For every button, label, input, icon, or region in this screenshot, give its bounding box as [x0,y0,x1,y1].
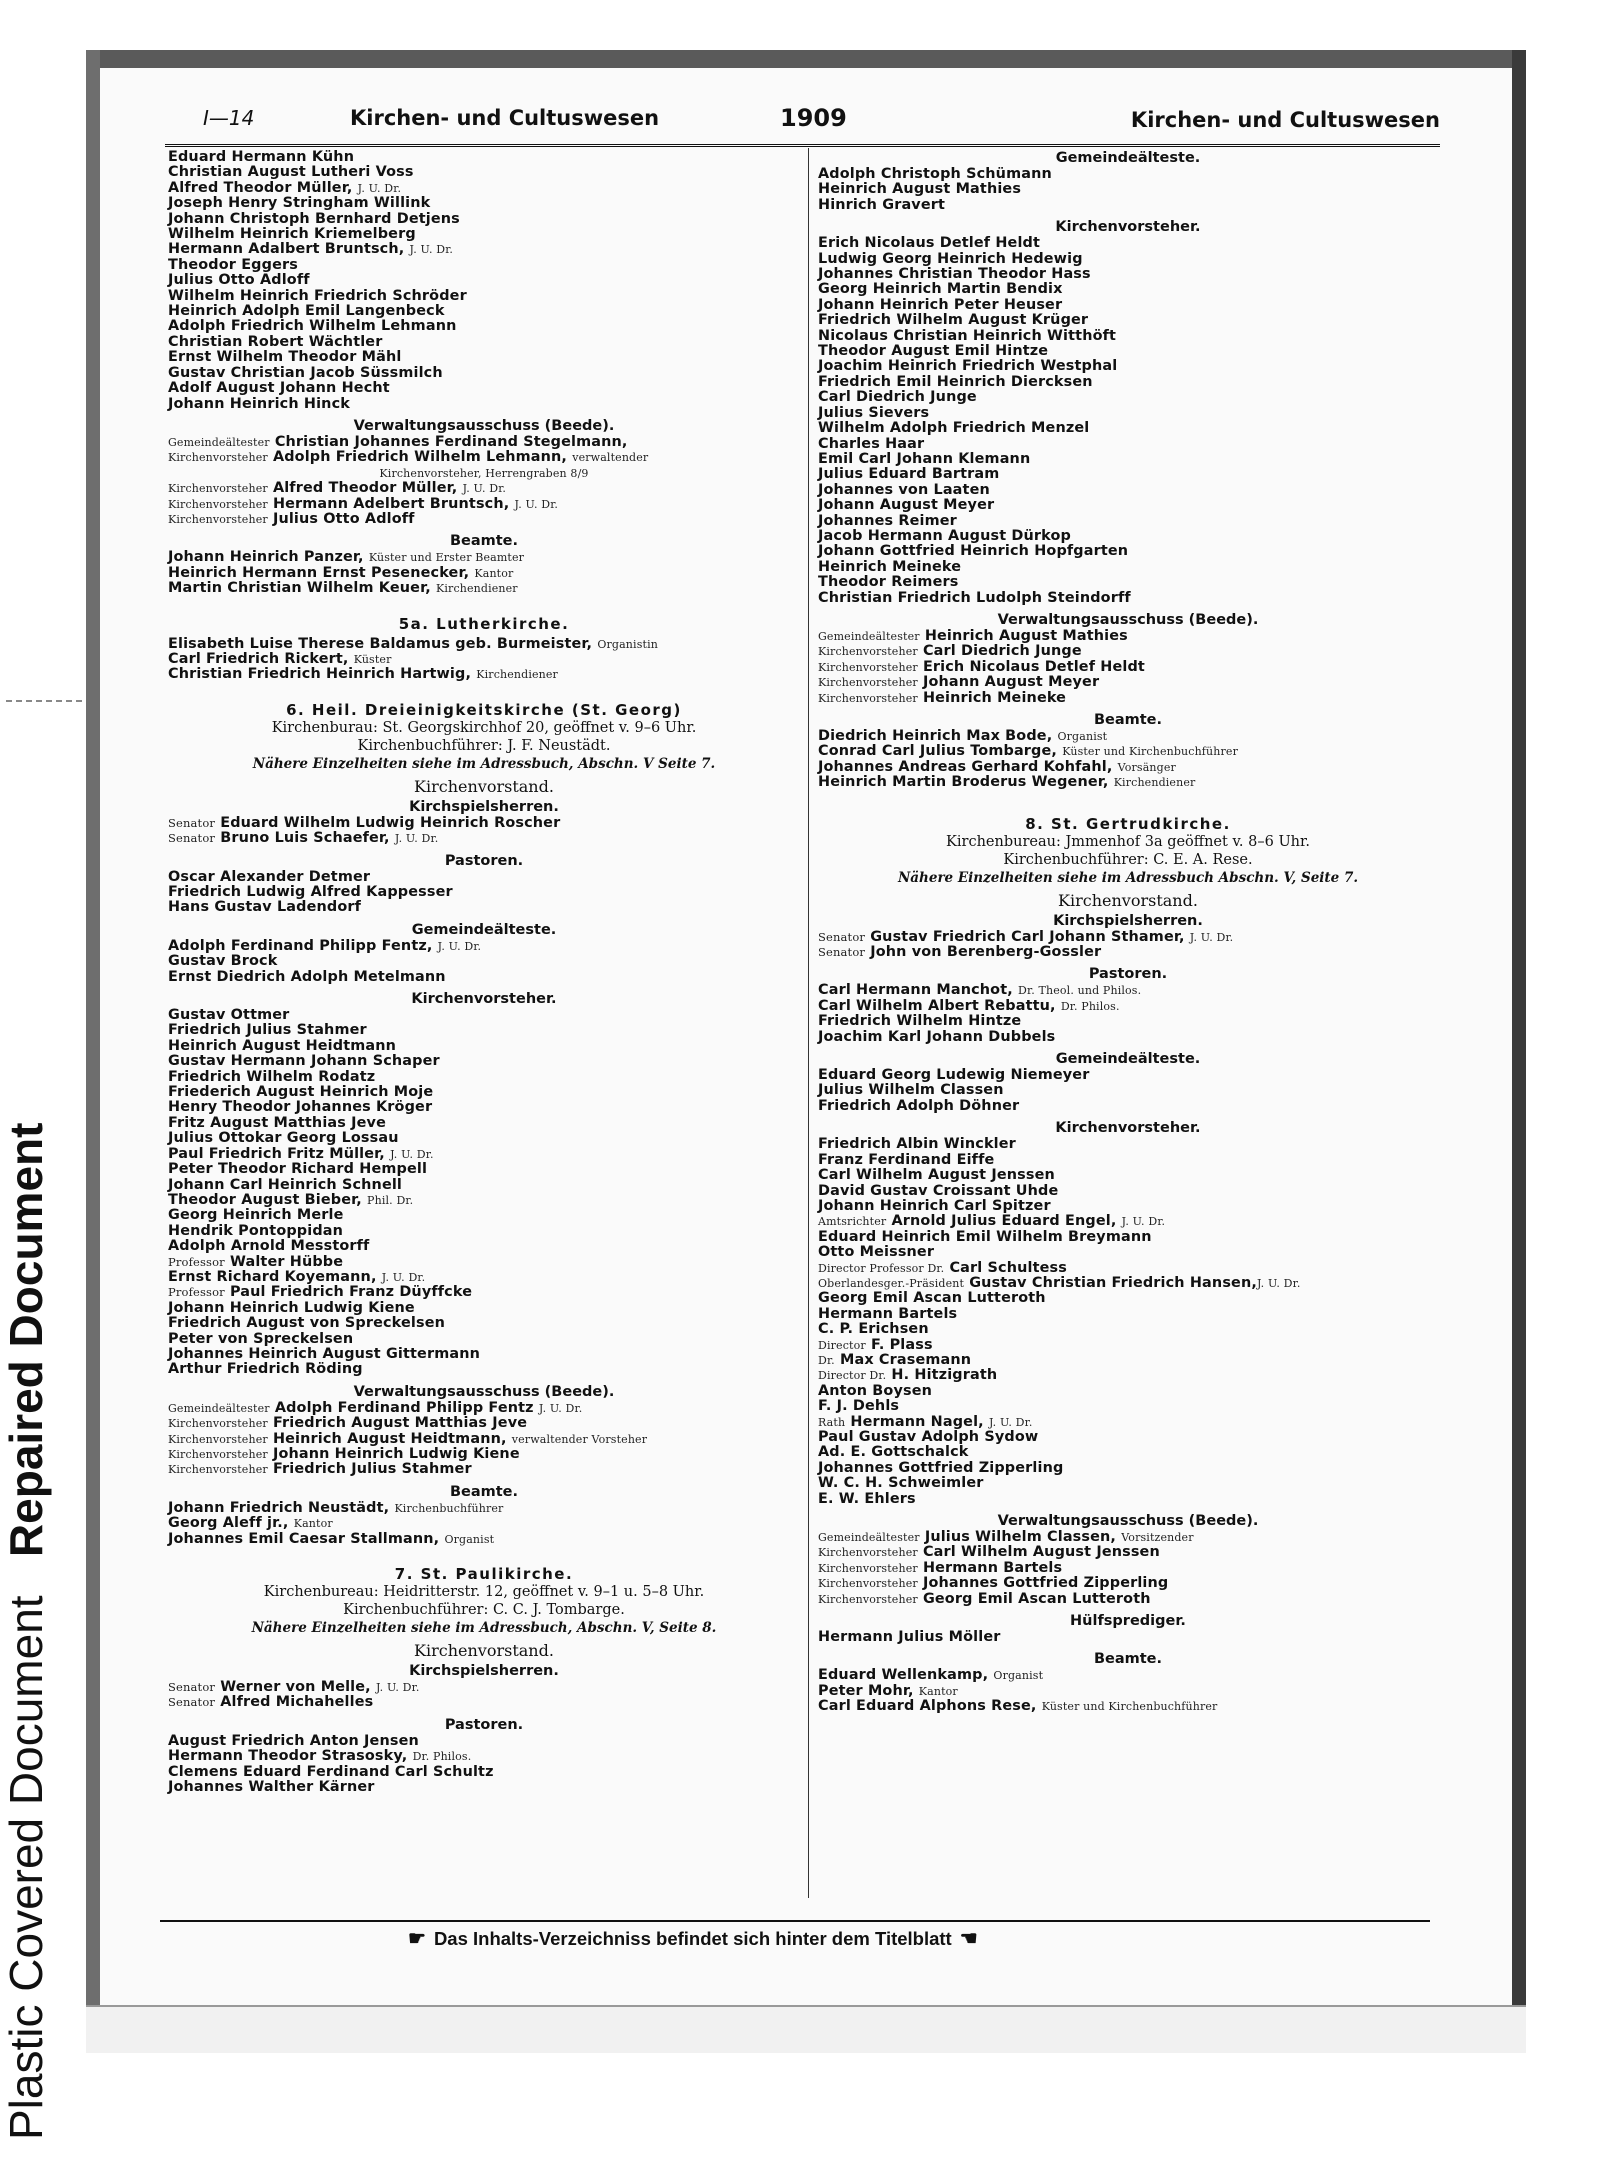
list-item: Wilhelm Heinrich Kriemelberg [168,226,416,243]
pointing-hand-left-icon: ☚ [959,1928,978,1950]
list-item: Christian Friedrich Ludolph Steindorff [818,589,1131,606]
list-item: Gemeindeältester Christian Johannes Ferdinand Stegelmann, [168,433,628,450]
binding-gutter [86,50,100,2005]
board-heading: Kirchenvorstand. [414,776,554,796]
list-item: Kirchenvorsteher Carl Diedrich Junge [818,643,1082,660]
list-item: Senator Bruno Luis Schaefer, J. U. Dr. [168,830,439,847]
list-item: Theodor Eggers [168,256,298,273]
list-item: Fritz August Matthias Jeve [168,1114,386,1131]
list-item: Hermann Bartels [818,1305,958,1322]
page-right-edge [1512,50,1526,2005]
list-item: Alfred Theodor Müller, J. U. Dr. [168,179,402,196]
section-heading: Hülfsprediger. [1070,1613,1186,1630]
list-item: Director Professor Dr. Carl Schultess [818,1259,1067,1276]
list-item: Johann Friedrich Neustädt, Kirchenbuchführer [168,1499,504,1516]
list-item: Kirchenvorsteher Hermann Bartels [818,1559,1063,1576]
list-item: Kirchenvorsteher Johannes Gottfried Zipperling [818,1575,1169,1592]
list-item: Martin Christian Wilhelm Keuer, Kirchendiener [168,580,518,597]
list-item: Elisabeth Luise Therese Baldamus geb. Burmeister, Organistin [168,635,658,652]
list-item: Julius Ottokar Georg Lossau [168,1130,399,1147]
list-item: Eduard Hermann Kühn [168,149,355,165]
list-item: Paul Gustav Adolph Sydow [818,1429,1039,1445]
list-item: Jacob Hermann August Dürkop [818,527,1071,544]
list-item: Theodor August Bieber, Phil. Dr. [168,1191,414,1208]
church-heading: 8. St. Gertrudkirche. [1025,814,1231,833]
list-item: Kirchenvorsteher Heinrich Meineke [818,689,1067,706]
list-item: Hermann Julius Möller [818,1629,1001,1646]
list-item: Kirchenvorsteher, Herrengraben 8/9 [379,466,589,480]
list-item: Kirchenvorsteher Erich Nicolaus Detlef Heldt [818,658,1145,675]
list-item: Kirchenvorsteher Hermann Adelbert Bruntsch, J. U. Dr. [168,495,559,512]
list-item: Julius Sievers [818,404,930,421]
list-item: Senator John von Berenberg-Gossler [818,944,1102,961]
list-item: Charles Haar [818,435,925,452]
column-rule [808,148,809,1898]
list-item: Carl Wilhelm Albert Rebattu, Dr. Philos. [818,997,1120,1014]
office-info: Kirchenbureau: Heidritterstr. 12, geöffnet v. 9–1 u. 5–8 Uhr. [263,1584,705,1601]
list-item: Professor Paul Friedrich Franz Düyffcke [168,1284,473,1301]
list-item: Georg Aleff jr., Kantor [168,1515,333,1532]
list-item: Christian Friedrich Heinrich Hartwig, Kirchendiener [168,666,558,683]
list-item: Ludwig Georg Heinrich Hedewig [818,250,1083,267]
list-item: Senator Alfred Michahelles [168,1694,374,1711]
section-heading: Gemeindeälteste. [411,921,557,938]
list-item: Heinrich Hermann Ernst Pesenecker, Kantor [168,564,514,581]
list-item: Johannes Reimer [818,512,957,529]
section-heading: Kirchspielsherren. [409,798,559,815]
reference-note: Nähere Einzelheiten siehe im Adressbuch Abschn. V, Seite 7. [897,869,1359,886]
list-item: Johannes Heinrich August Gittermann [168,1345,481,1362]
list-item: Friedrich Albin Winckler [818,1136,1016,1153]
reference-note: Nähere Einzelheiten siehe im Adressbuch, Abschn. V Seite 7. [252,755,716,772]
section-heading: Pastoren. [444,1716,524,1733]
list-item: C. P. Erichsen [818,1321,929,1338]
list-item: Conrad Carl Julius Tombarge, Küster und Kirchenbuchführer [818,743,1238,760]
list-item: Hendrik Pontoppidan [168,1222,344,1239]
list-item: Christian August Lutheri Voss [168,164,414,181]
header-rule [165,144,1440,147]
section-heading: Kirchspielsherren. [409,1663,559,1680]
list-item: Johannes Andreas Gerhard Kohfahl, Vorsänger [818,758,1176,775]
list-item: Friedrich Julius Stahmer [168,1022,367,1039]
board-heading: Kirchenvorstand. [414,1641,554,1661]
list-item: Friedrich Adolph Döhner [818,1097,1020,1114]
list-item: Rath Hermann Nagel, J. U. Dr. [818,1413,1033,1430]
list-item: Georg Heinrich Martin Bendix [818,281,1063,298]
list-item: E. W. Ehlers [818,1490,916,1507]
section-heading: Kirchenvorsteher. [1055,1120,1201,1137]
list-item: Heinrich August Heidtmann [168,1037,397,1054]
list-item: Julius Eduard Bartram [818,466,1000,483]
list-item: Professor Walter Hübbe [168,1253,344,1270]
list-item: Hermann Adalbert Bruntsch, J. U. Dr. [168,241,454,258]
section-heading: Verwaltungsausschuss (Beede). [997,611,1259,628]
pointing-hand-right-icon: ☛ [408,1928,426,1950]
list-item: Johann Heinrich Panzer, Küster und Erster Beamter [168,549,525,566]
list-item: Diedrich Heinrich Max Bode, Organist [818,728,1108,744]
list-item: Heinrich Meineke [818,558,962,575]
list-item: David Gustav Croissant Uhde [818,1182,1059,1199]
list-item: Wilhelm Heinrich Friedrich Schröder [168,287,467,304]
list-item: Kirchenvorsteher Friedrich August Matthias Jeve [168,1415,528,1432]
list-item: Adolph Arnold Messtorff [168,1238,370,1255]
list-item: F. J. Dehls [818,1398,900,1415]
list-item: Kirchenvorsteher Friedrich Julius Stahmer [168,1461,472,1478]
list-item: Joachim Heinrich Friedrich Westphal [818,358,1118,375]
list-item: Johannes Emil Caesar Stallmann, Organist [168,1530,495,1547]
list-item: Friedrich Emil Heinrich Diercksen [818,373,1093,390]
list-item: Arthur Friedrich Röding [168,1361,363,1378]
list-item: Heinrich August Mathies [818,181,1022,198]
section-heading: Pastoren. [444,852,524,869]
list-item: Carl Hermann Manchot, Dr. Theol. und Philos. [818,982,1142,999]
section-heading: Kirchenvorsteher. [411,991,557,1008]
list-item: Anton Boysen [818,1382,933,1399]
list-item: Eduard Georg Ludewig Niemeyer [818,1067,1090,1084]
list-item: Eduard Wellenkamp, Organist [818,1667,1044,1684]
list-item: Carl Diedrich Junge [818,389,977,406]
list-item: Nicolaus Christian Heinrich Witthöft [818,327,1117,344]
list-item: Hinrich Gravert [818,196,946,213]
list-item: Senator Werner von Melle, J. U. Dr. [168,1679,420,1696]
list-item: Clemens Eduard Ferdinand Carl Schultz [168,1763,494,1780]
list-item: Wilhelm Adolph Friedrich Menzel [818,420,1090,437]
list-item: Johann August Meyer [818,497,995,514]
list-item: Johannes von Laaten [818,481,990,498]
list-item: Heinrich Adolph Emil Langenbeck [168,303,445,320]
list-item: Emil Carl Johann Klemann [818,450,1031,467]
section-heading: Beamte. [1093,712,1163,728]
list-item: Kirchenvorsteher Heinrich August Heidtmann, verwaltender Vorsteher [168,1430,648,1447]
list-item: Johann Carl Heinrich Schnell [168,1176,403,1193]
list-item: Ernst Richard Koyemann, J. U. Dr. [168,1268,426,1285]
list-item: Friedrich August von Spreckelsen [168,1315,446,1332]
list-item: Director Dr. H. Hitzigrath [818,1367,998,1384]
footer-text: Das Inhalts-Verzeichniss befindet sich hinter dem Titelblatt [433,1928,952,1949]
office-info: Kirchenburau: St. Georgskirchhof 20, geöffnet v. 9–6 Uhr. [271,719,697,736]
section-heading: Verwaltungsausschuss (Beede). [353,1383,615,1400]
list-item: Oscar Alexander Detmer [168,868,371,885]
section-heading: Beamte. [1093,1651,1163,1668]
section-heading: Kirchenvorsteher. [1055,219,1201,236]
list-item: Adolph Ferdinand Philipp Fentz, J. U. Dr. [168,937,482,954]
running-title-left: Kirchen- und Cultuswesen [350,106,660,130]
list-item: Director F. Plass [818,1336,933,1353]
scan-shadow-top [86,50,1524,68]
list-item: Hans Gustav Ladendorf [168,899,362,916]
section-heading: Pastoren. [1088,966,1168,983]
list-item: Gustav Ottmer [168,1007,290,1024]
list-item: Peter Theodor Richard Hempell [168,1161,428,1178]
list-item: Friedrich Wilhelm Hintze [818,1013,1022,1030]
footer-note [400,1926,1200,1951]
section-heading: Gemeindeälteste. [1055,150,1201,166]
right-column [818,150,1438,1715]
list-item: Carl Friedrich Rickert, Küster [168,650,392,667]
church-heading: 7. St. Paulikirche. [394,1565,574,1584]
list-item: Kirchenvorsteher Julius Otto Adloff [168,510,415,527]
section-heading: Verwaltungsausschuss (Beede). [353,417,615,434]
list-item: Kirchenvorsteher Georg Emil Ascan Lutteroth [818,1590,1151,1607]
list-item: Adolf August Johann Hecht [168,380,390,397]
list-item: Julius Wilhelm Classen [818,1082,1004,1099]
office-info: Kirchenbureau: Jmmenhof 3a geöffnet v. 8–6 Uhr. [946,833,1310,850]
list-item: Johann Heinrich Hinck [168,395,350,412]
list-item: Erich Nicolaus Detlef Heldt [818,235,1041,252]
list-item: Theodor August Emil Hintze [818,343,1049,360]
list-item: Gemeindeältester Adolph Ferdinand Philipp Fentz J. U. Dr. [168,1399,583,1416]
list-item: Friedrich Wilhelm August Krüger [818,312,1089,329]
list-item: Adolph Friedrich Wilhelm Lehmann [168,318,457,335]
left-column [168,150,800,1795]
list-item: Kirchenvorsteher Adolph Friedrich Wilhelm Lehmann, verwaltender [168,449,649,466]
list-item: Julius Otto Adloff [168,272,310,289]
list-item: Senator Gustav Friedrich Carl Johann Sthamer, J. U. Dr. [818,928,1234,945]
list-item: Georg Heinrich Merle [168,1207,344,1224]
list-item: Otto Meissner [818,1244,935,1261]
footer-rule [160,1920,1430,1922]
list-item: August Friedrich Anton Jensen [168,1732,419,1749]
side-label-plastic: Plastic Covered Document [0,1595,52,2140]
list-item: Johannes Christian Theodor Hass [818,266,1091,283]
list-item: Peter Mohr, Kantor [818,1682,958,1699]
list-item: Heinrich Martin Broderus Wegener, Kirchendiener [818,774,1196,791]
list-item: Theodor Reimers [818,574,959,591]
list-item: Ernst Wilhelm Theodor Mähl [168,349,402,366]
list-item: W. C. H. Schweimler [818,1475,984,1492]
list-item: Friedrich Ludwig Alfred Kappesser [168,884,453,900]
record-keeper: Kirchenbuchführer: C. C. J. Tombarge. [343,1602,625,1619]
section-heading: Beamte. [449,533,519,550]
section-heading: Verwaltungsausschuss (Beede). [997,1513,1259,1530]
list-item: Paul Friedrich Fritz Müller, J. U. Dr. [168,1145,434,1162]
side-label-repaired: Repaired Document [0,1122,52,1558]
year: 1909 [780,104,847,132]
list-item: Eduard Heinrich Emil Wilhelm Breymann [818,1228,1152,1245]
list-item: Gemeindeältester Julius Wilhelm Classen, Vorsitzender [818,1529,1194,1546]
scan-bottom-band [86,2005,1526,2053]
list-item: Johann Heinrich Ludwig Kiene [168,1299,415,1316]
list-item: Kirchenvorsteher Johann Heinrich Ludwig Kiene [168,1446,520,1462]
reference-note: Nähere Einzelheiten siehe im Adressbuch, Abschn. V, Seite 8. [251,1620,717,1637]
list-item: Kirchenvorsteher Johann August Meyer [818,674,1100,691]
list-item: Oberlandesger.-Präsident Gustav Christian Friedrich Hansen,J. U. Dr. [818,1274,1301,1291]
record-keeper: Kirchenbuchführer: J. F. Neustädt. [357,737,611,754]
list-item: Ernst Diedrich Adolph Metelmann [168,968,446,985]
list-item: Carl Wilhelm August Jenssen [818,1167,1055,1184]
list-item: Ad. E. Gottschalck [818,1444,969,1461]
list-item: Johannes Gottfried Zipperling [818,1459,1064,1476]
list-item: Joseph Henry Stringham Willink [168,195,431,212]
section-heading: Gemeindeälteste. [1055,1051,1201,1068]
board-heading: Kirchenvorstand. [1058,890,1198,910]
list-item: Joachim Karl Johann Dubbels [818,1028,1056,1045]
list-item: Gustav Christian Jacob Süssmilch [168,364,443,381]
list-item: Kirchenvorsteher Alfred Theodor Müller, J. U. Dr. [168,480,507,497]
list-item: Johann Heinrich Carl Spitzer [818,1197,1051,1214]
list-item: Peter von Spreckelsen [168,1330,354,1347]
list-item: Christian Robert Wächtler [168,333,383,350]
list-item: Johann Gottfried Heinrich Hopfgarten [818,543,1129,560]
page-header [165,100,1440,140]
church-heading: 5a. Lutherkirche. [398,614,570,633]
side-condition-label [0,640,53,2140]
running-title-right: Kirchen- und Cultuswesen [1130,108,1440,132]
list-item: Gemeindeältester Heinrich August Mathies [818,627,1128,644]
top-names-list [168,150,800,412]
list-item: Friedrich Wilhelm Rodatz [168,1068,376,1085]
page-number: I—14 [203,106,255,130]
list-item: Hermann Theodor Strasosky, Dr. Philos. [168,1748,472,1765]
list-item: Kirchenvorsteher Carl Wilhelm August Jenssen [818,1544,1160,1561]
list-item: Dr. Max Crasemann [818,1351,972,1368]
church-heading: 6. Heil. Dreieinigkeitskirche (St. Georg) [286,700,682,719]
list-item: Amtsrichter Arnold Julius Eduard Engel, J. U. Dr. [818,1213,1166,1230]
list-item: Senator Eduard Wilhelm Ludwig Heinrich Roscher [168,814,561,831]
section-heading: Kirchspielsherren. [1053,912,1203,929]
list-item: Friederich August Heinrich Moje [168,1084,434,1101]
list-item: Gustav Hermann Johann Schaper [168,1053,440,1070]
record-keeper: Kirchenbuchführer: C. E. A. Rese. [1003,851,1253,868]
list-item: Franz Ferdinand Eiffe [818,1151,995,1168]
section-heading: Beamte. [449,1483,519,1500]
list-item: Georg Emil Ascan Lutteroth [818,1290,1046,1307]
list-item: Johann Christoph Bernhard Detjens [168,210,460,227]
list-item: Carl Eduard Alphons Rese, Küster und Kirchenbuchführer [818,1698,1218,1715]
list-item: Gustav Brock [168,953,278,970]
list-item: Johann Heinrich Peter Heuser [818,296,1063,313]
list-item: Johannes Walther Kärner [168,1779,375,1796]
list-item: Adolph Christoph Schümann [818,166,1052,182]
list-item: Henry Theodor Johannes Kröger [168,1099,433,1116]
